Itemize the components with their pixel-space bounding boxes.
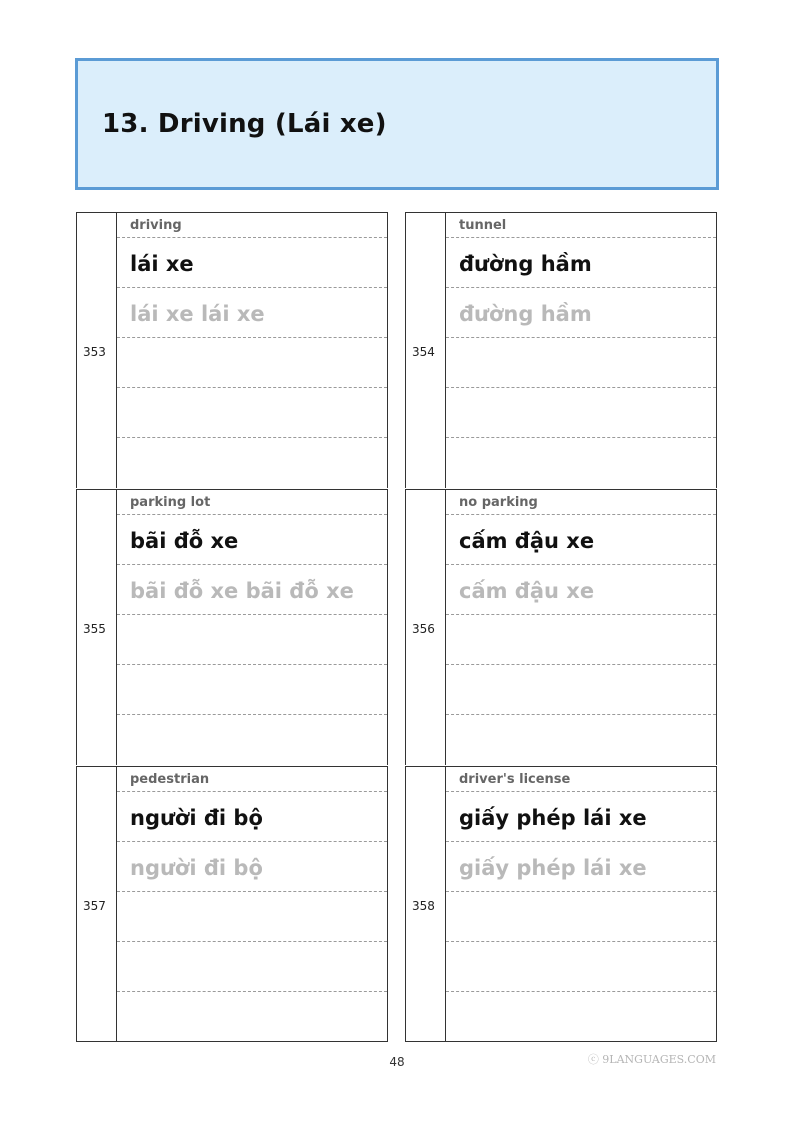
vocab-card bbox=[76, 766, 388, 1042]
vietnamese-word: giấy phép lái xe bbox=[446, 792, 716, 842]
vocab-card bbox=[405, 766, 717, 1042]
practice-line bbox=[117, 388, 387, 438]
writing-rows bbox=[446, 490, 716, 765]
entry-number: 354 bbox=[412, 345, 435, 359]
writing-rows bbox=[446, 767, 716, 1041]
practice-line bbox=[117, 942, 387, 992]
number-column bbox=[406, 213, 446, 488]
chapter-title: 13. Driving (Lái xe) bbox=[102, 109, 387, 139]
practice-line bbox=[117, 892, 387, 942]
vocab-card bbox=[405, 212, 717, 488]
practice-line bbox=[117, 615, 387, 665]
vocab-card bbox=[76, 212, 388, 488]
writing-rows bbox=[117, 490, 387, 765]
entry-number: 355 bbox=[83, 622, 106, 636]
practice-line bbox=[446, 715, 716, 765]
copyright-notice: ⓒ 9LANGUAGES.COM bbox=[587, 1053, 716, 1066]
english-word: no parking bbox=[446, 490, 716, 515]
practice-line bbox=[117, 715, 387, 765]
number-column bbox=[77, 490, 117, 765]
chapter-header bbox=[75, 58, 719, 190]
practice-line bbox=[117, 338, 387, 388]
practice-line bbox=[446, 388, 716, 438]
english-word: tunnel bbox=[446, 213, 716, 238]
entry-number: 358 bbox=[412, 899, 435, 913]
practice-line bbox=[446, 615, 716, 665]
practice-line bbox=[446, 942, 716, 992]
number-column bbox=[77, 767, 117, 1041]
practice-line bbox=[446, 892, 716, 942]
entry-number: 356 bbox=[412, 622, 435, 636]
practice-line bbox=[446, 438, 716, 488]
practice-line bbox=[446, 665, 716, 715]
vietnamese-word: cấm đậu xe bbox=[446, 515, 716, 565]
page-number: 48 bbox=[389, 1055, 405, 1069]
vietnamese-word: đường hầm bbox=[446, 238, 716, 288]
english-word: parking lot bbox=[117, 490, 387, 515]
number-column bbox=[77, 213, 117, 488]
vocab-card bbox=[76, 489, 388, 765]
writing-rows bbox=[446, 213, 716, 488]
vietnamese-word: bãi đỗ xe bbox=[117, 515, 387, 565]
practice-line bbox=[117, 992, 387, 1042]
writing-rows bbox=[117, 213, 387, 488]
number-column bbox=[406, 767, 446, 1041]
trace-text: bãi đỗ xe bãi đỗ xe bbox=[117, 565, 387, 615]
vietnamese-word: lái xe bbox=[117, 238, 387, 288]
vocab-card bbox=[405, 489, 717, 765]
trace-text: đường hầm bbox=[446, 288, 716, 338]
practice-line bbox=[117, 438, 387, 488]
entry-number: 357 bbox=[83, 899, 106, 913]
trace-text: giấy phép lái xe bbox=[446, 842, 716, 892]
practice-line bbox=[446, 992, 716, 1042]
vietnamese-word: người đi bộ bbox=[117, 792, 387, 842]
number-column bbox=[406, 490, 446, 765]
entry-number: 353 bbox=[83, 345, 106, 359]
practice-line bbox=[446, 338, 716, 388]
writing-rows bbox=[117, 767, 387, 1041]
trace-text: người đi bộ bbox=[117, 842, 387, 892]
english-word: driving bbox=[117, 213, 387, 238]
english-word: driver's license bbox=[446, 767, 716, 792]
practice-line bbox=[117, 665, 387, 715]
trace-text: lái xe lái xe bbox=[117, 288, 387, 338]
english-word: pedestrian bbox=[117, 767, 387, 792]
trace-text: cấm đậu xe bbox=[446, 565, 716, 615]
